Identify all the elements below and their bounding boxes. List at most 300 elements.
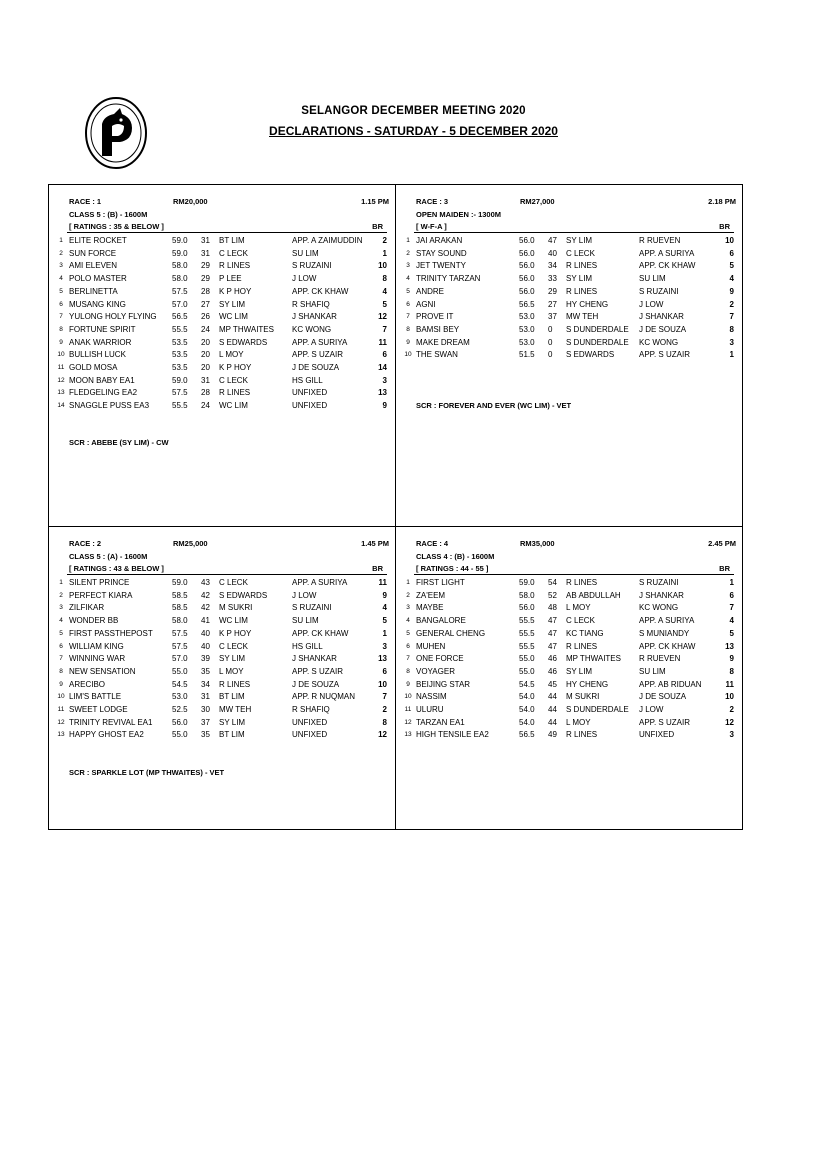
horse-name: HAPPY GHOST EA2 [69,730,144,740]
trainer: M SUKRI [566,692,600,702]
weight: 59.0 [172,248,188,258]
jockey: UNFIXED [292,388,328,398]
trainer: SY LIM [566,236,593,245]
jockey: J DE SOUZA [639,692,687,702]
barrier: 8 [382,717,387,727]
runner-number: 7 [59,655,63,663]
weight: 53.5 [172,337,188,347]
jockey: APP. A SURIYA [639,616,695,626]
barrier: 2 [382,236,387,245]
jockey: J DE SOUZA [639,324,687,334]
jockey: APP. A SURIYA [639,248,695,258]
runner-row [396,312,742,325]
barrier: 9 [382,401,387,411]
weight: 53.5 [172,363,188,372]
horse-name: JET TWENTY [416,261,466,271]
barrier: 6 [729,590,734,600]
weight: 54.0 [519,717,535,727]
runner-number: 5 [406,287,410,295]
runner-number: 3 [59,604,63,612]
barrier: 9 [382,590,387,600]
trainer: C LECK [219,375,248,385]
jockey: R RUEVEN [639,236,681,245]
runner-row [396,629,742,642]
runner-number: 2 [406,249,410,257]
rating: 31 [201,375,210,385]
rating: 40 [548,248,557,258]
trainer: C LECK [566,248,595,258]
runner-row [49,705,395,718]
trainer: M SUKRI [219,603,253,613]
weight: 55.0 [519,654,535,664]
trainer: S EDWARDS [219,590,268,600]
rating: 34 [201,679,210,689]
horse-name: YULONG HOLY FLYING [69,312,157,322]
jockey: APP. A SURIYA [292,578,348,587]
weight: 55.0 [172,666,188,676]
barrier: 2 [382,705,387,714]
rating: 29 [201,261,210,271]
trainer: C LECK [219,578,248,587]
trainer: K P HOY [219,286,252,296]
weight: 56.5 [519,299,535,309]
trainer: SY LIM [566,274,593,284]
runner-row [396,603,742,616]
jockey: UNFIXED [292,717,328,727]
horse-name: BAMSI BEY [416,324,460,334]
barrier: 1 [382,248,387,258]
rating: 34 [548,261,557,271]
horse-name: JAI ARAKAN [416,236,463,245]
runner-row [49,654,395,667]
rating: 42 [201,590,210,600]
barrier: 11 [378,578,387,587]
runner-row [396,692,742,705]
runner-number: 9 [406,338,410,346]
rating: 28 [201,388,210,398]
barrier: 8 [729,324,734,334]
horse-name: FORTUNE SPIRIT [69,324,136,334]
rating: 29 [201,274,210,284]
horse-name: BERLINETTA [69,286,118,296]
rating: 45 [548,679,557,689]
jockey: UNFIXED [292,401,328,411]
jockey: J SHANKAR [292,312,337,322]
barrier: 4 [729,274,734,284]
rating: 0 [548,337,553,347]
rating: 40 [201,641,210,651]
barrier: 13 [378,388,387,398]
runner-number: 1 [406,237,410,244]
horse-name: PERFECT KIARA [69,590,133,600]
runner-row [49,312,395,325]
barrier: 7 [729,312,734,322]
jockey: APP. CK KHAW [292,628,349,638]
horse-name: WONDER BB [69,616,119,626]
rating: 47 [548,628,557,638]
runner-number: 8 [59,325,63,333]
weight: 53.0 [172,692,188,702]
runner-row [49,350,395,363]
barrier: 3 [382,375,387,385]
rating: 31 [201,236,210,245]
trainer: BT LIM [219,692,245,702]
weight: 59.0 [172,578,188,587]
jockey: J SHANKAR [639,590,684,600]
runner-row [49,680,395,693]
runner-row [396,680,742,693]
weight: 58.0 [519,590,535,600]
race-time: 2.45 PM [708,539,736,548]
jockey: HS GILL [292,375,323,385]
barrier: 1 [729,578,734,587]
weight: 56.0 [519,286,535,296]
barrier: 6 [382,350,387,360]
scratching-note: SCR : SPARKLE LOT (MP THWAITES) - VET [69,768,225,777]
race-prize: RM20,000 [173,197,208,206]
horse-name: BANGALORE [416,616,466,626]
horse-name: TARZAN EA1 [416,717,465,727]
barrier: 10 [378,261,387,271]
runner-number: 12 [57,376,65,384]
barrier: 12 [725,717,734,727]
runner-row [396,667,742,680]
barrier: 7 [729,603,734,613]
weight: 59.0 [519,578,535,587]
barrier: 12 [378,730,387,740]
jockey: APP. R NUQMAN [292,692,355,702]
jockey: APP. CK KHAW [639,261,696,271]
weight: 55.5 [172,401,188,411]
weight: 56.0 [519,248,535,258]
weight: 58.5 [172,603,188,613]
runner-number: 10 [57,693,65,701]
trainer: SY LIM [219,717,246,727]
jockey: S RUZAINI [292,261,332,271]
barrier: 4 [382,603,387,613]
jockey: J LOW [292,274,317,284]
horse-name: BULLISH LUCK [69,350,126,360]
runner-number: 12 [404,718,412,726]
jockey: S MUNIANDY [639,628,690,638]
runner-row [396,300,742,313]
trainer: WC LIM [219,401,248,411]
barrier: 1 [382,628,387,638]
horse-name: WILLIAM KING [69,641,124,651]
barrier: 13 [725,641,734,651]
runner-row [49,261,395,274]
weight: 53.5 [172,350,188,360]
runner-number: 1 [59,579,63,586]
rating: 43 [201,578,210,587]
weight: 53.0 [519,312,535,322]
rating: 31 [201,248,210,258]
trainer: K P HOY [219,628,252,638]
runner-number: 10 [57,351,65,359]
barrier: 5 [729,261,734,271]
runner-row [49,300,395,313]
runner-number: 13 [404,731,412,739]
weight: 57.0 [172,299,188,309]
runner-row [49,718,395,731]
runner-number: 3 [59,262,63,270]
race-class: CLASS 5 : (A) - 1600M [69,552,148,561]
runner-number: 7 [406,655,410,663]
barrier: 2 [729,299,734,309]
runner-number: 5 [59,629,63,637]
runner-row [49,325,395,338]
horse-name: MAKE DREAM [416,337,470,347]
rating: 20 [201,363,210,372]
barrier: 2 [729,705,734,714]
runner-row [396,338,742,351]
horse-name: NEW SENSATION [69,666,136,676]
runner-number: 8 [406,667,410,675]
runner-number: 4 [406,275,410,283]
trainer: S DUNDERDALE [566,705,629,714]
trainer: SY LIM [219,299,246,309]
barrier: 10 [725,692,734,702]
barrier: 5 [382,616,387,626]
horse-name: SNAGGLE PUSS EA3 [69,401,150,411]
horse-name: FIRST PASSTHEPOST [69,628,153,638]
weight: 56.0 [519,274,535,284]
race-number: RACE : 3 [416,197,449,206]
horse-name: GOLD MOSA [69,363,118,372]
horse-name: TRINITY TARZAN [416,274,481,284]
weight: 53.0 [519,324,535,334]
jockey: KC WONG [292,324,332,334]
runner-number: 5 [406,629,410,637]
jockey: APP. A ZAIMUDDIN [292,236,363,245]
runner-number: 6 [406,642,410,650]
trainer: L MOY [566,717,591,727]
runner-row [49,591,395,604]
runner-row [49,363,395,376]
race-time: 1.15 PM [361,197,389,206]
rating: 39 [201,654,210,664]
ratings-label: [ RATINGS : 35 & BELOW ] [69,222,164,231]
rating: 24 [201,324,210,334]
rating: 46 [548,654,557,664]
race-time: 2.18 PM [708,197,736,206]
scratching-note: SCR : FOREVER AND EVER (WC LIM) - VET [416,401,572,410]
weight: 57.5 [172,641,188,651]
trainer: C LECK [566,616,595,626]
trainer: BT LIM [219,236,245,245]
rating: 54 [548,578,557,587]
declarations-title: DECLARATIONS - SATURDAY - 5 DECEMBER 2020 [269,124,558,138]
trainer: AB ABDULLAH [566,590,621,600]
barrier: 3 [729,730,734,740]
runner-row [49,338,395,351]
horse-name: MAYBE [416,603,444,613]
rating: 52 [548,590,557,600]
trainer: MP THWAITES [566,654,621,664]
horse-name: ARECIBO [69,679,106,689]
trainer: WC LIM [219,312,248,322]
weight: 55.5 [519,641,535,651]
races-grid [48,184,743,830]
jockey: J LOW [292,590,317,600]
weight: 58.0 [172,616,188,626]
runner-number: 11 [57,364,65,371]
trainer: R LINES [219,388,251,398]
race-number: RACE : 1 [69,197,102,206]
trainer: MP THWAITES [219,324,274,334]
trainer: S DUNDERDALE [566,337,629,347]
horse-name: ONE FORCE [416,654,464,664]
trainer: C LECK [219,641,248,651]
runner-number: 6 [406,300,410,308]
trainer: S EDWARDS [219,337,268,347]
horse-name: MUHEN [416,641,446,651]
horse-name: HIGH TENSILE EA2 [416,730,489,740]
trainer: SY LIM [566,666,593,676]
horse-name: VOYAGER [416,666,455,676]
runner-number: 5 [59,287,63,295]
jockey: J DE SOUZA [292,679,340,689]
runner-row [396,325,742,338]
scratching-note: SCR : ABEBE (SY LIM) - CW [69,438,169,447]
weight: 54.0 [519,692,535,702]
rating: 31 [201,692,210,702]
runner-number: 11 [404,706,412,713]
trainer: S DUNDERDALE [566,324,629,334]
rating: 44 [548,717,557,727]
weight: 53.0 [519,337,535,347]
rating: 48 [548,603,557,613]
runner-row [49,388,395,401]
horse-name: TRINITY REVIVAL EA1 [69,717,153,727]
jockey: SU LIM [292,616,319,626]
rating: 37 [201,717,210,727]
weight: 59.0 [172,375,188,385]
jockey: S RUZAINI [639,286,679,296]
runner-row [396,654,742,667]
runner-number: 10 [404,351,412,359]
race-panel [396,527,742,867]
weight: 56.0 [519,236,535,245]
runner-row [396,236,742,249]
barrier-header: BR [719,222,730,231]
rating: 27 [548,299,557,309]
barrier-header: BR [719,564,730,573]
barrier: 5 [382,299,387,309]
rating: 40 [201,628,210,638]
jockey: SU LIM [639,666,666,676]
trainer: BT LIM [219,730,245,740]
jockey: APP. CK KHAW [292,286,349,296]
jockey: APP. S UZAIR [639,350,690,360]
runner-row [396,616,742,629]
barrier: 8 [729,666,734,676]
runner-number: 1 [406,579,410,586]
trainer: C LECK [219,248,248,258]
weight: 56.5 [519,730,535,740]
runner-row [49,236,395,249]
runner-number: 9 [406,680,410,688]
barrier: 11 [725,679,734,689]
runner-row [49,667,395,680]
trainer: KC TIANG [566,628,604,638]
trainer: L MOY [219,350,244,360]
runner-row [49,376,395,389]
race-prize: RM25,000 [173,539,208,548]
runner-row [49,642,395,655]
jockey: APP. AB RIDUAN [639,679,702,689]
jockey: R SHAFIQ [292,299,330,309]
runner-row [396,705,742,718]
barrier: 9 [729,286,734,296]
rating: 49 [548,730,557,740]
rating: 26 [201,312,210,322]
trainer: WC LIM [219,616,248,626]
runner-number: 6 [59,300,63,308]
rating: 44 [548,705,557,714]
trainer: K P HOY [219,363,252,372]
horse-name: ULURU [416,705,444,714]
jockey: KC WONG [639,337,679,347]
barrier: 10 [378,679,387,689]
rating: 28 [201,286,210,296]
runner-number: 13 [57,389,65,397]
jockey: SU LIM [292,248,319,258]
horse-name: ELITE ROCKET [69,236,127,245]
horse-name: ZA'EEM [416,590,446,600]
weight: 57.5 [172,388,188,398]
runner-number: 9 [59,680,63,688]
race-prize: RM27,000 [520,197,555,206]
rating: 33 [548,274,557,284]
jockey: SU LIM [639,274,666,284]
barrier: 5 [729,628,734,638]
rating: 42 [201,603,210,613]
barrier: 6 [729,248,734,258]
race-class: OPEN MAIDEN :- 1300M [416,210,502,219]
weight: 58.0 [172,261,188,271]
horse-name: NASSIM [416,692,447,702]
jockey: R RUEVEN [639,654,681,664]
runner-row [396,287,742,300]
race-panel [49,185,395,525]
runner-number: 4 [59,275,63,283]
race-ratings [67,222,387,233]
jockey: S RUZAINI [292,603,332,613]
horse-name: ANDRE [416,286,445,296]
barrier-header: BR [372,564,383,573]
horse-name: AMI ELEVEN [69,261,118,271]
horse-name: BEIJING STAR [416,679,471,689]
race-ratings [67,564,387,575]
runner-row [396,591,742,604]
trainer: R LINES [566,730,598,740]
runner-row [49,616,395,629]
runner-row [396,350,742,363]
horse-name: STAY SOUND [416,248,467,258]
jockey: APP. A SURIYA [292,337,348,347]
jockey: J SHANKAR [292,654,337,664]
runner-number: 3 [406,604,410,612]
runner-number: 12 [57,718,65,726]
rating: 0 [548,324,553,334]
jockey: APP. S UZAIR [292,666,343,676]
ratings-label: [ RATINGS : 43 & BELOW ] [69,564,164,573]
weight: 56.5 [172,312,188,322]
trainer: SY LIM [219,654,246,664]
rating: 24 [201,401,210,411]
rating: 30 [201,705,210,714]
